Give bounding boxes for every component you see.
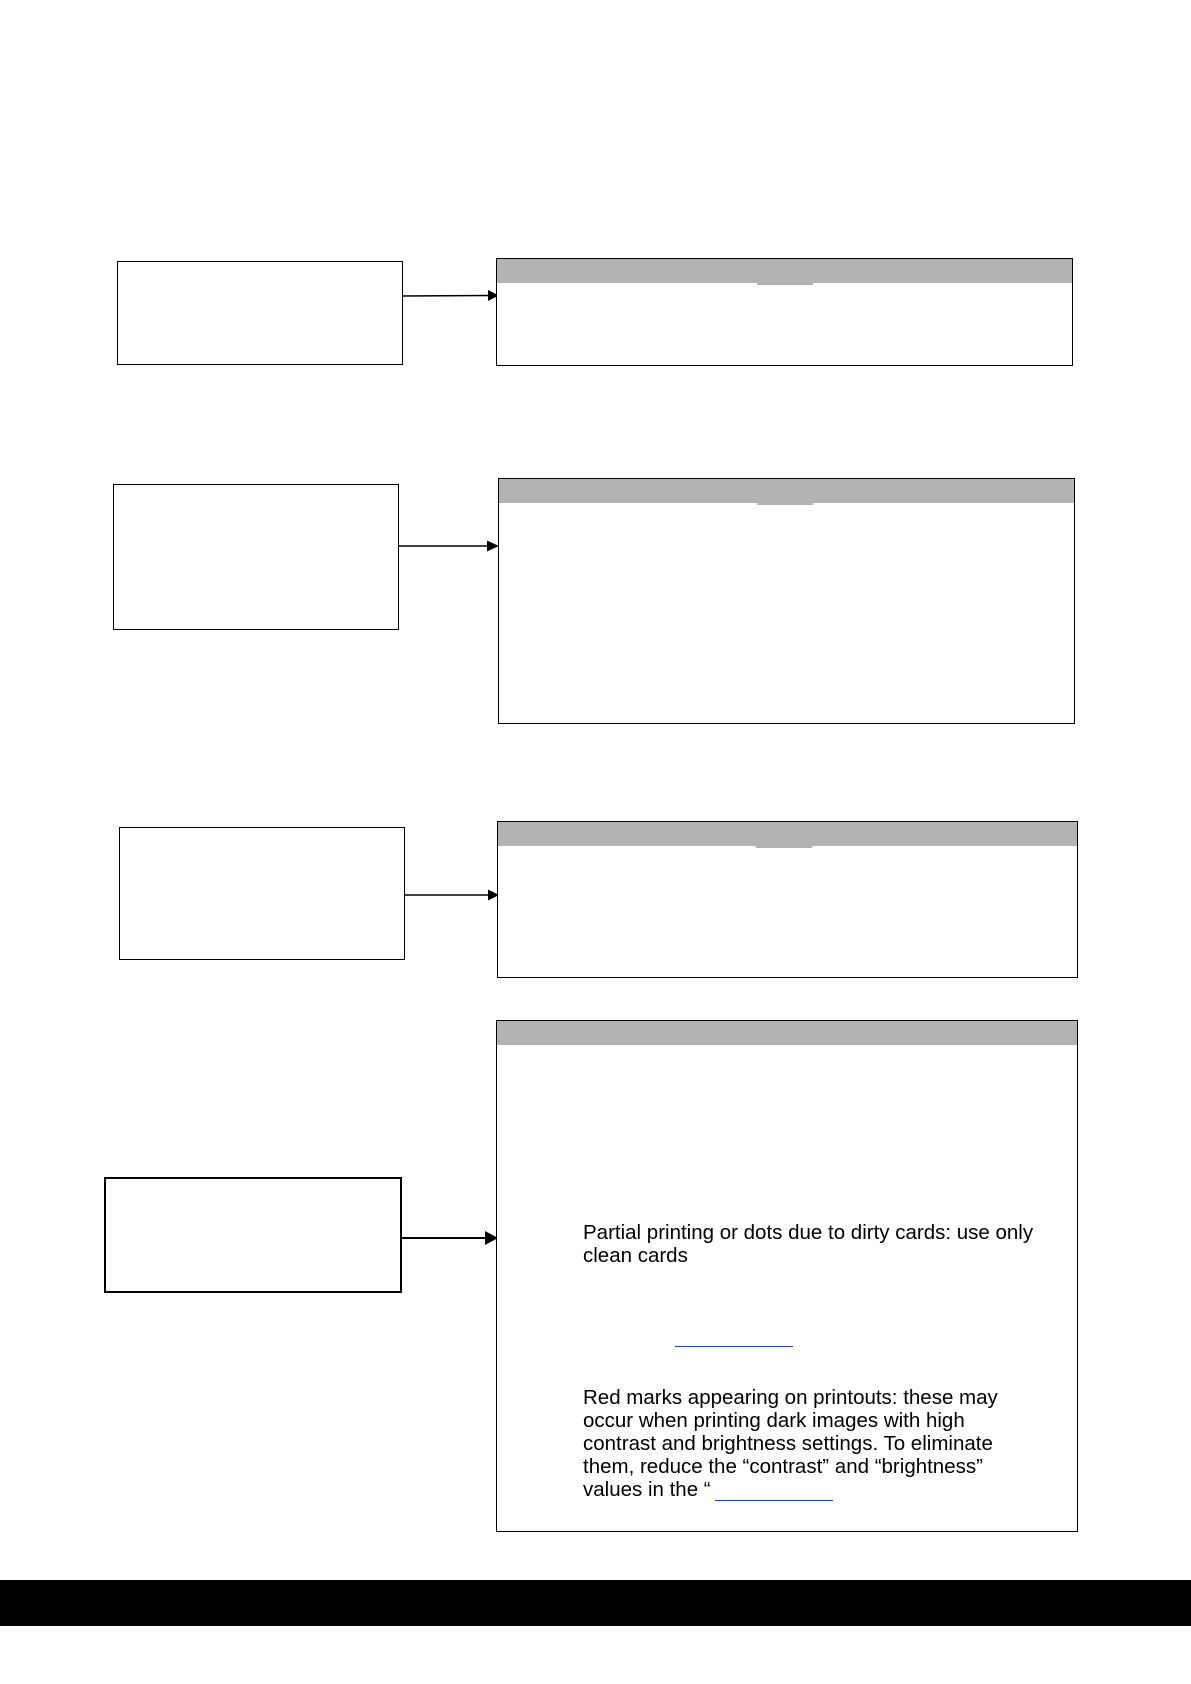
solution-panel-4: [496, 1020, 1078, 1532]
problem-box-4: [104, 1177, 402, 1293]
arrow-right-icon: [399, 538, 503, 554]
panel-header: [497, 1021, 1077, 1045]
panel-header: [498, 822, 1077, 846]
panel-header: [499, 479, 1074, 503]
arrow-right-icon: [404, 887, 500, 903]
page-footer-bar: [0, 1580, 1191, 1626]
problem-box-3: [119, 827, 405, 960]
solution-item-dirty-cards: Partial printing or dots due to dirty cards: use only clean cards: [583, 1221, 1034, 1267]
solution-item-red-marks: Red marks appearing on printouts: these may occur when printing dark images with high contrast and brightness settings. To eliminate them, reduce the “contrast” and “brightness” values in the “: [583, 1386, 998, 1501]
panel-header: [497, 259, 1072, 283]
problem-box-2: [113, 484, 399, 630]
solution-item-red-marks-link[interactable]: [715, 1500, 833, 1501]
solution-panel-1: [496, 258, 1073, 366]
solution-panel-2: [498, 478, 1075, 724]
solution-panel-3: [497, 821, 1078, 978]
solution-item-link[interactable]: [675, 1346, 793, 1347]
arrow-right-icon: [402, 288, 502, 304]
problem-box-1: [117, 261, 403, 365]
arrow-right-icon: [401, 1228, 499, 1248]
